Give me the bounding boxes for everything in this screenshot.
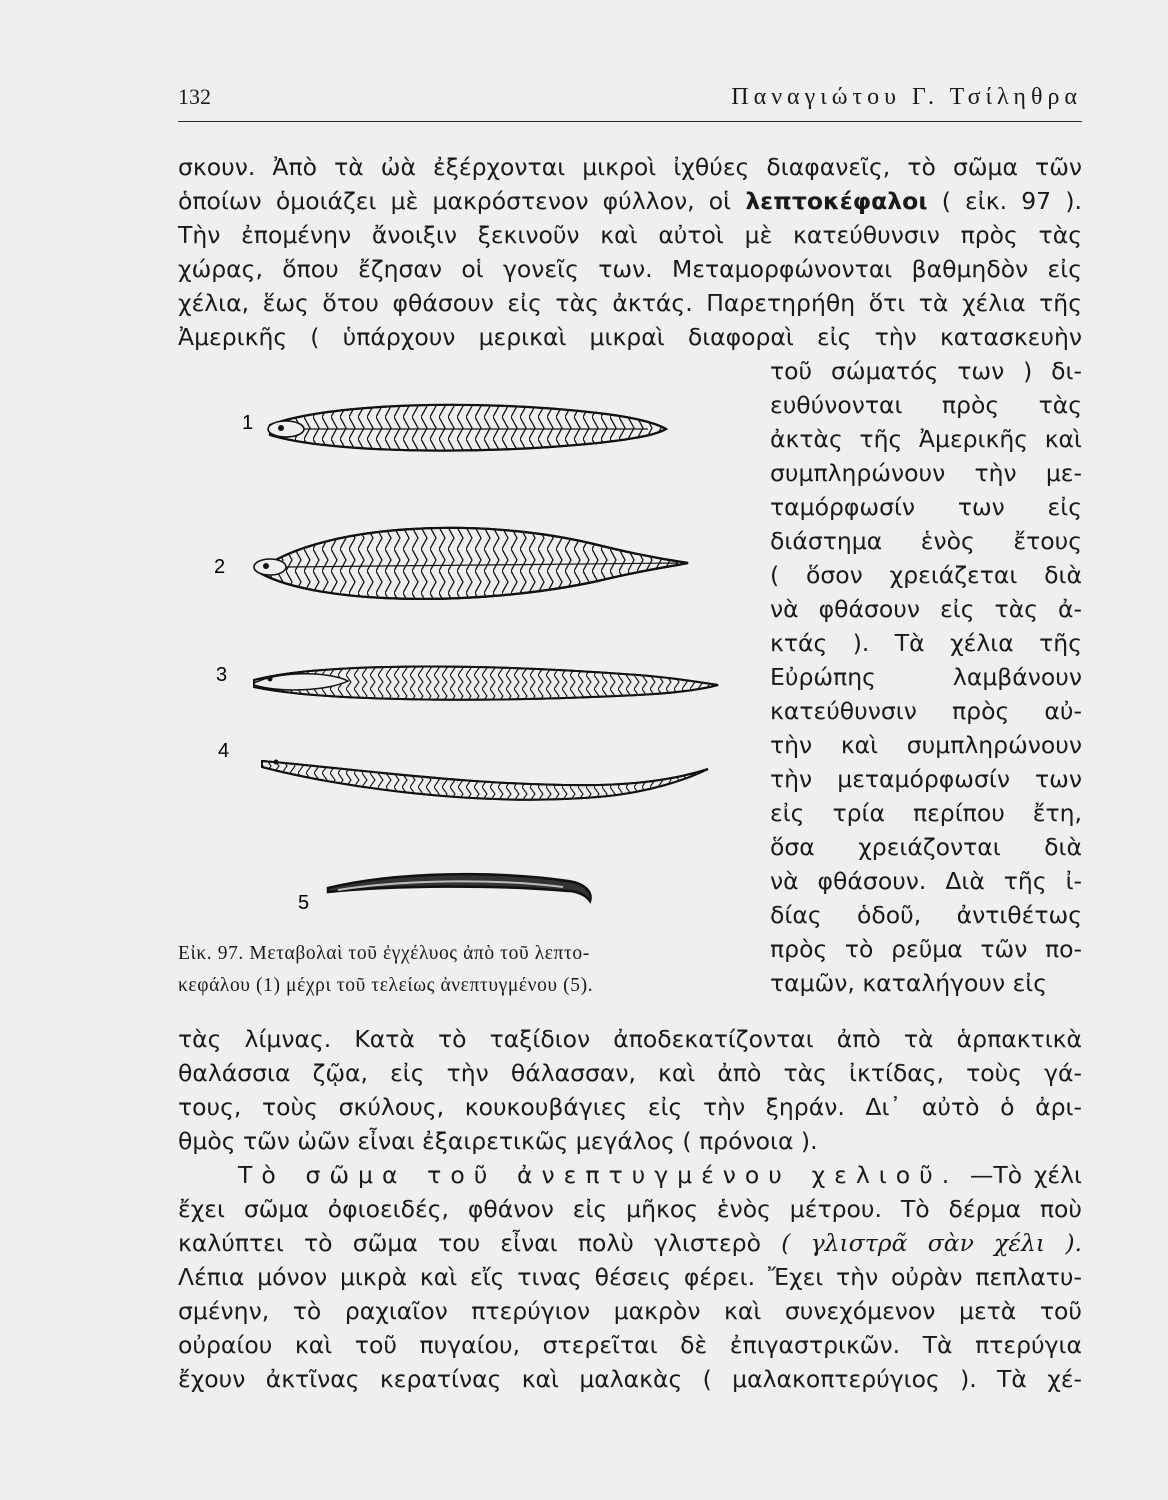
text-line: κατεύθυνσιν πρὸς αὐ- [770, 697, 1082, 725]
section-heading-line: Τὸ σῶμα τοῦ ἀνεπτυγμένου χελιοῦ. —Τὸ χέλι [238, 1161, 1082, 1189]
eel-stage-3 [254, 667, 718, 700]
text-line: ( ὅσον χρειάζεται διὰ [770, 561, 1082, 589]
text-line: τὰς λίμνας. Κατὰ τὸ ταξίδιον ἀποδεκατίζονται ἀπὸ τὰ ἁρπακτικὰ [178, 1025, 1082, 1053]
text-line: Λέπια μόνον μικρὰ καὶ εἴς τινας θέσεις φέρει. Ἔχει τὴν οὐρὰν πεπλατυ- [178, 1263, 1082, 1291]
text-line: ευθύνονται πρὸς τὰς [770, 391, 1082, 419]
text-line: Τὴν ἐπομένην ἄνοιξιν ξεκινοῦν καὶ αὐτοὶ μὲ κατεύθυνσιν πρὸς τὰς [178, 221, 1082, 249]
text-line: ἀκτὰς τῆς Ἀμερικῆς καὶ [770, 425, 1082, 453]
text-line: ταμόρφωσίν των εἰς [770, 493, 1082, 521]
text-line: νὰ φθάσουν εἰς τὰς ἀ- [770, 595, 1082, 623]
text-line: ταμῶν, καταλήγουν εἰς [770, 969, 1048, 997]
paragraph-top [178, 150, 1082, 354]
running-title: Παναγιώτου Γ. Τσίληθρα [731, 84, 1082, 110]
text-line: σκουν. Ἀπὸ τὰ ὠὰ ἐξέρχονται μικροὶ ἰχθύες διαφανεῖς, τὸ σῶμα τῶν [178, 153, 1082, 181]
stage-label-4: 4 [218, 740, 230, 762]
text-line: θαλάσσια ζῷα, εἰς τὴν θάλασσαν, καὶ ἀπὸ τὰς ἰκτίδας, τοὺς γά- [178, 1059, 1082, 1087]
paragraph-right-column [770, 354, 1082, 1000]
text-line: εἰς τρία περίπου ἔτη, [770, 799, 1082, 827]
figure-caption [178, 938, 738, 1002]
paragraph-bottom [178, 1022, 1082, 1396]
caption-line: Εἰκ. 97. Μεταβολαὶ τοῦ ἐγχέλυος ἀπὸ τοῦ λεπτο- [178, 943, 590, 964]
text-line: κτάς ). Τὰ χέλια τῆς [770, 629, 1082, 657]
stage-label-5: 5 [298, 892, 310, 914]
page-number: 132 [178, 84, 211, 109]
eel-stage-5 [328, 874, 591, 901]
text-line: ἔχουν ἀκτῖνας κερατίνας καὶ μαλακὰς ( μαλακοπτερύγιος ). Τὰ χέ- [178, 1365, 1082, 1393]
text-line: σμένην, τὸ ραχιαῖον πτερύγιον μακρὸν καὶ συνεχόμενον μετὰ τοῦ [178, 1297, 1082, 1325]
text-line: καλύπτει τὸ σῶμα του εἶναι πολὺ γλιστερὸ ( γλιστρᾶ σὰν χέλι ). [178, 1229, 1082, 1257]
text-line: θμὸς τῶν ὠῶν εἶναι ἐξαιρετικῶς μεγάλος ( πρόνοια ). [178, 1127, 818, 1155]
text-line: Εὐρώπης λαμβάνουν [770, 663, 1082, 691]
text-line: τους, τοὺς σκύλους, κουκουβάγιες εἰς τὴν ξηράν. Δι᾽ αὐτὸ ὁ ἀρι- [178, 1093, 1082, 1121]
bold-term: λεπτοκέφαλοι [745, 187, 928, 215]
section-heading: Τὸ σῶμα τοῦ ἀνεπτυγμένου χελιοῦ. [238, 1161, 959, 1189]
stage-label-1: 1 [242, 412, 254, 434]
stage-label-3: 3 [216, 664, 228, 686]
text-line: ὅσα χρειάζονται διὰ [770, 833, 1082, 861]
text-line: τοῦ σώματός των ) δι- [770, 357, 1082, 385]
text-line: χέλια, ἕως ὅτου φθάσουν εἰς τὰς ἀκτάς. Παρετηρήθη ὅτι τὰ χέλια τῆς [178, 289, 1082, 317]
text-line: τὴν μεταμόρφωσίν των [770, 765, 1082, 793]
text-line: δίας ὁδοῦ, ἀντιθέτως [770, 901, 1082, 929]
text-line: οὐραίου καὶ τοῦ πυγαίου, στερεῖται δὲ ἐπιγαστρικῶν. Τὰ πτερύγια [178, 1331, 1082, 1359]
text-line: Ἀμερικῆς ( ὑπάρχουν μερικαὶ μικραὶ διαφοραὶ εἰς τὴν κατασκευὴν [178, 323, 1082, 351]
eel-stage-4 [262, 760, 708, 800]
eel-stage-2 [254, 528, 688, 599]
text-line: χώρας, ὅπου ἔζησαν οἱ γονεῖς των. Μεταμορφώνονται βαθμηδὸν εἰς [178, 255, 1082, 283]
text-line: διάστημα ἑνὸς ἔτους [770, 527, 1082, 555]
text-line: συμπληρώνουν τὴν με- [770, 459, 1082, 487]
text-line: νὰ φθάσουν. Διὰ τῆς ἰ- [770, 867, 1082, 895]
eel-stages-illustration [178, 395, 738, 935]
italic-phrase: ( γλιστρᾶ σὰν χέλι ). [781, 1229, 1082, 1257]
stage-label-2: 2 [214, 556, 226, 578]
eel-stage-1 [268, 405, 666, 451]
text-line: τὴν καὶ συμπληρώνουν [770, 731, 1082, 759]
text-line: ὁποίων ὁμοιάζει μὲ μακρόστενον φύλλον, οἱ λεπτοκέφαλοι ( εἰκ. 97 ). [178, 187, 1082, 215]
text-line: ἔχει σῶμα ὀφιοειδές, φθάνον εἰς μῆκος ἑνὸς μέτρου. Τὸ δέρμα ποὺ [178, 1195, 1082, 1223]
figure-eel-stages [178, 395, 738, 935]
caption-line: κεφάλου (1) μέχρι τοῦ τελείως ἀνεπτυγμένου (5). [178, 975, 594, 996]
text-line: πρὸς τὸ ρεῦμα τῶν πο- [770, 935, 1082, 963]
header-rule [178, 121, 1082, 122]
page-header [178, 84, 1082, 116]
